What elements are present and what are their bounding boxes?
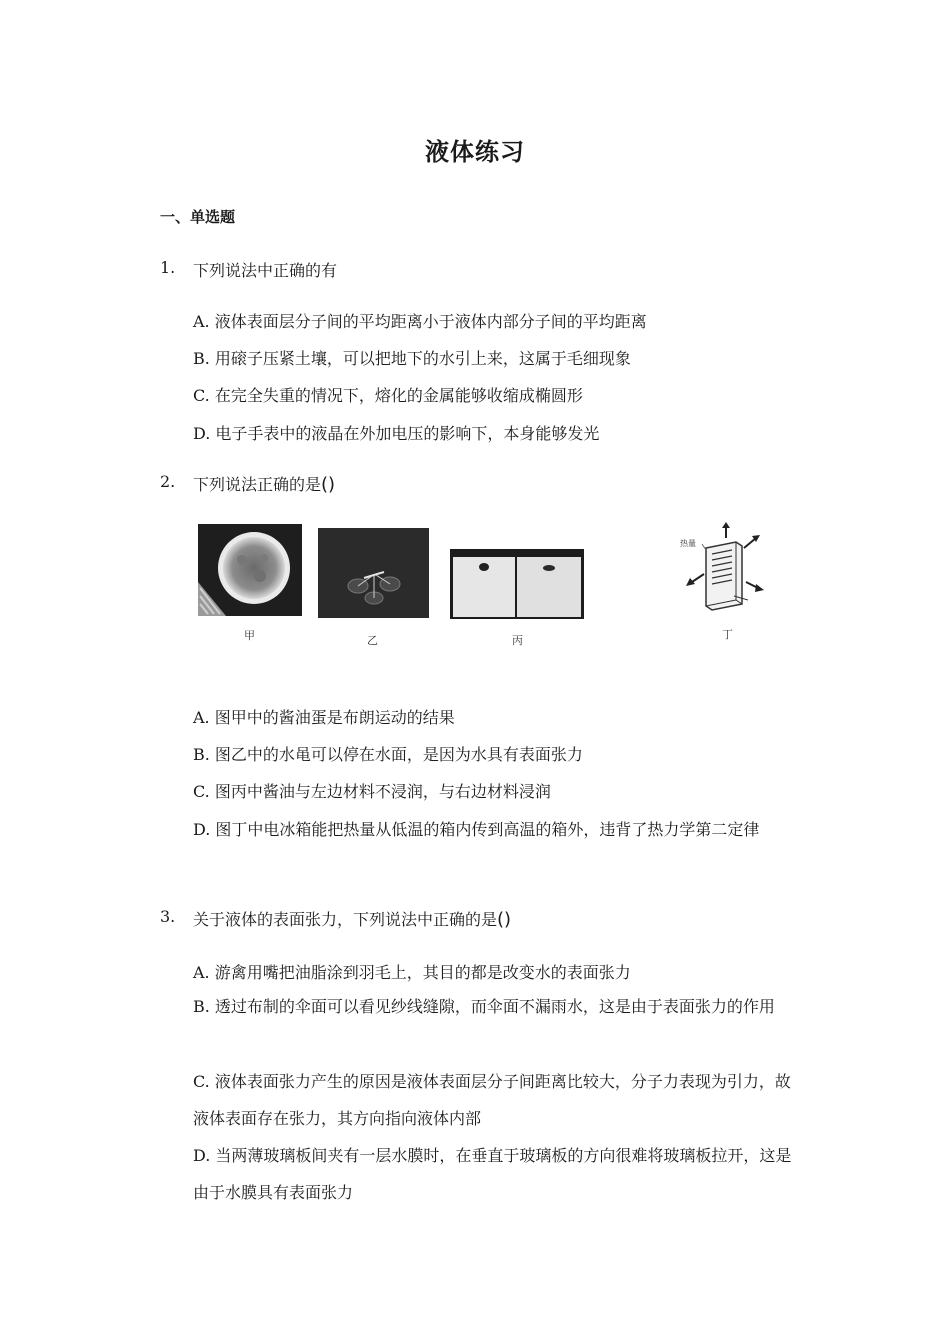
page-title: 液体练习 <box>425 138 525 166</box>
question-1-option-b: B. 用磙子压紧土壤，可以把地下的水引上来，这属于毛细现象 <box>193 349 631 368</box>
figure-bing-photo <box>450 549 584 623</box>
section-heading: 一、单选题 <box>160 208 236 226</box>
question-1-option-d: D. 电子手表中的液晶在外加电压的影响下，本身能够发光 <box>193 424 600 443</box>
figure-yi-label: 乙 <box>367 634 378 647</box>
figure-bing-label: 丙 <box>512 634 523 647</box>
question-2-paren: () <box>321 474 336 495</box>
figure-jia-label: 甲 <box>244 629 255 642</box>
question-2-stem: 下列说法正确的是 <box>193 475 322 494</box>
question-3-stem-line <box>193 907 511 930</box>
question-3-number: 3. <box>160 907 176 926</box>
question-2-option-c: C. 图丙中酱油与左边材料不浸润，与右边材料浸润 <box>193 782 551 801</box>
question-3-option-b: B. 透过布制的伞面可以看见纱线缝隙，而伞面不漏雨水，这是由于表面张力的作用 <box>193 997 775 1016</box>
question-3-option-d: D. 当两薄玻璃板间夹有一层水膜时，在垂直于玻璃板的方向很难将玻璃板拉开，这是由于水膜具有表面张力 <box>193 1146 792 1202</box>
question-1-number: 1. <box>160 258 176 277</box>
question-1-stem: 下列说法中正确的有 <box>193 261 338 280</box>
figure-jia-photo <box>198 524 302 620</box>
question-1-option-c: C. 在完全失重的情况下，熔化的金属能够收缩成椭圆形 <box>193 386 583 405</box>
question-2-number: 2. <box>160 472 176 491</box>
question-1-option-a: A. 液体表面层分子间的平均距离小于液体内部分子间的平均距离 <box>193 312 647 331</box>
figure-ding-heat-label: 热量 <box>680 539 696 548</box>
question-3-stem: 关于液体的表面张力，下列说法中正确的是 <box>193 910 498 929</box>
question-2-option-a: A. 图甲中的酱油蛋是布朗运动的结果 <box>193 708 455 727</box>
figure-yi-photo <box>318 528 429 622</box>
figure-ding-label: 丁 <box>722 628 733 641</box>
question-2-stem-line <box>193 472 335 495</box>
question-3-option-a: A. 游禽用嘴把油脂涂到羽毛上，其目的都是改变水的表面张力 <box>193 963 631 982</box>
question-2-option-b: B. 图乙中的水黾可以停在水面，是因为水具有表面张力 <box>193 745 583 764</box>
question-3-paren: () <box>497 909 512 930</box>
question-2-option-d: D. 图丁中电冰箱能把热量从低温的箱内传到高温的箱外，违背了热力学第二定律 <box>193 820 760 839</box>
question-3-option-c: C. 液体表面张力产生的原因是液体表面层分子间距离比较大，分子力表现为引力，故液体表面存在张力，其方向指向液体内部 <box>193 1072 791 1128</box>
